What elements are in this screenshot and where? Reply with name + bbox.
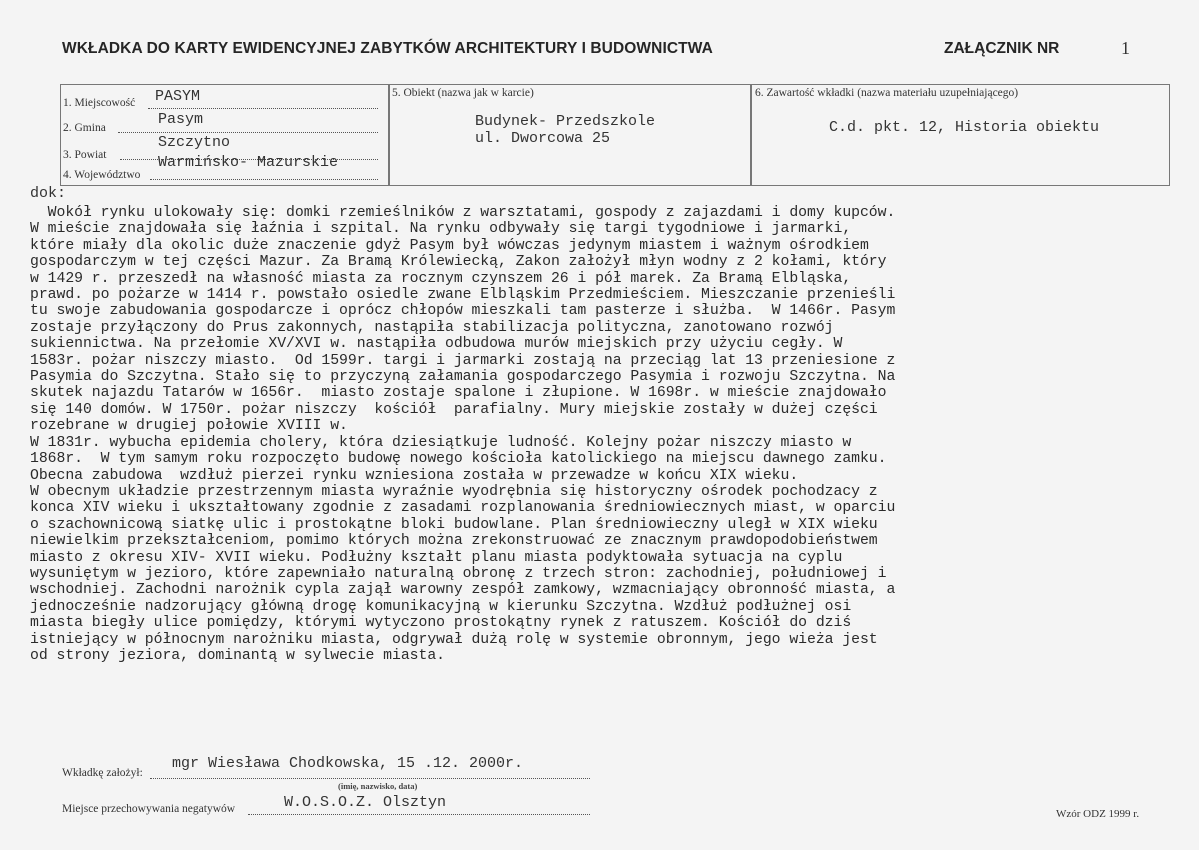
content-label: 6. Zawartość wkładki (nazwa materiału uzupełniającego) xyxy=(755,87,1019,99)
history-text xyxy=(30,205,1170,664)
content-value: C.d. pkt. 12, Historia obiektu xyxy=(829,119,1100,136)
field-line-wojewodztwo xyxy=(150,179,378,180)
field-value-miejscowosc: PASYM xyxy=(155,88,201,105)
history-line: skutek najazdu Tatarów w 1656r. miasto zostaje spalone i złupione. W 1698r. w mieście znajdowało xyxy=(30,385,887,402)
field-label-wojewodztwo: 4. Województwo xyxy=(63,169,141,181)
history-line: W 1831r. wybucha epidemia cholery, która dziesiątkuje ludność. Kolejny pożar niszczy miasto w xyxy=(30,434,852,451)
history-line: jednocześnie nadzorujący główną drogę komunikacyjną w kierunku Szczytna. Wzdłuż podłużnej osi xyxy=(30,598,852,615)
field-label-miejscowosc: 1. Miejscowość xyxy=(63,97,136,109)
history-line: w 1429 r. przeszedł na własność miasta za rocznym czynszem 26 i pół marek. Za Bramą Elbląska, xyxy=(30,270,852,287)
history-line: o szachownicową siatkę ulic i prostokątne bloki budowlane. Plan średniowieczny uległ w XIX wieku xyxy=(30,516,878,533)
history-line: istniejący w północnym narożniku miasta, odgrywał dużą rolę w systemie obronnym, jego wieża jest xyxy=(30,631,878,648)
field-value-wojewodztwo: Warmińsko- Mazurskie xyxy=(158,154,339,171)
history-line: 1583r. pożar niszczy miasto. Od 1599r. targi i jarmarki zostają na przeciąg lat 13 przeniesione z xyxy=(30,352,896,369)
history-line: Pasymia do Szczytna. Stało się to przyczyną załamania gospodarczego Pasymia i rozwoju Szczytna. Na xyxy=(30,369,896,386)
attachment-number: 1 xyxy=(1121,38,1130,58)
history-line: niewielkim przekształceniom, pomimo których można zrekonstruować ze znacznym prawdopodobieństwem xyxy=(30,533,878,550)
history-line: prawd. po pożarze w 1414 r. powstało osiedle zwane Elbląskim Przedmieściem. Mieszczanie przenieśli xyxy=(30,287,896,304)
history-line: konca XIV wieku i ukształtowany zgodnie z zasadami rozplanowania średniowiecznych miast, w oparciu xyxy=(30,500,896,517)
field-value-powiat: Szczytno xyxy=(158,134,231,151)
history-line: wschodniej. Zachodni narożnik cypla zajął warowny zespół zamkowy, wzmacniający obronność miasta, a xyxy=(30,582,896,599)
history-line: sukiennictwa. Na przełomie XV/XVI w. nastąpiła odbudowa murów miejskich przy użyciu cegły. W xyxy=(30,336,843,353)
author-value: mgr Wiesława Chodkowska, 15 .12. 2000r. xyxy=(172,755,524,772)
field-label-gmina: 2. Gmina xyxy=(63,122,106,134)
attachment-label: ZAŁĄCZNIK NR xyxy=(944,40,1060,57)
object-label: 5. Obiekt (nazwa jak w karcie) xyxy=(392,87,534,99)
history-line: od strony jeziora, dominantą w sylwecie miasta. xyxy=(30,647,445,664)
history-line: gospodarczym w tej części Mazur. Za Bramą Królewiecką, Zakon założył młyn wodny z 2 kołami, który xyxy=(30,254,887,271)
body-prefix: dok: xyxy=(30,185,67,202)
storage-value: W.O.S.O.Z. Olsztyn xyxy=(284,794,447,811)
field-line-miejscowosc xyxy=(148,108,378,109)
history-line: zostaje przyłączony do Prus zakonnych, nastąpiła stabilizacja polityczna, zanotowano rozwój xyxy=(30,319,834,336)
object-address: ul. Dworcowa 25 xyxy=(475,130,611,147)
storage-line xyxy=(248,814,590,815)
author-line xyxy=(150,778,590,779)
author-label: Wkładkę założył: xyxy=(62,767,143,779)
history-line: W mieście znajdowała się łaźnia i szpital. Na rynku odbywały się targi tygodniowe i jarmarki, xyxy=(30,221,852,238)
field-label-powiat: 3. Powiat xyxy=(63,149,107,161)
history-line: W obecnym układzie przestrzennym miasta wyraźnie wyodrębnia się historyczny ośrodek pochodzacy z xyxy=(30,483,878,500)
history-line: miasto z okresu XIV- XVII wieku. Podłużny kształt planu miasta podyktowała sytuacja na cyplu xyxy=(30,549,843,566)
storage-label: Miejsce przechowywania negatywów xyxy=(62,803,236,815)
history-line: wysuniętym w jezioro, które zapewniało naturalną obronę z trzech stron: zachodniej, południowej i xyxy=(30,565,887,582)
history-line: miasta biegły ulice pomiędzy, którymi wytyczono prostokątny rynek z ratuszem. Kościół do dziś xyxy=(30,615,852,632)
history-line: 1868r. W tym samym roku rozpoczęto budowę nowego kościoła katolickiego na miejscu dawnego zamku. xyxy=(30,451,887,468)
history-line: tu swoje zabudowania gospodarcze i oprócz chłopów mieszkali tam pasterze i służba. W 1466r. Pasym xyxy=(30,303,896,320)
history-line: Wokół rynku ulokowały się: domki rzemieślników z warsztatami, gospody z zajazdami i domy kupców. xyxy=(30,205,896,221)
history-line: które miały dla okolic duże znaczenie gdyż Pasym był wówczas jedynym miastem i ważnym ośrodkiem xyxy=(30,237,869,254)
author-hint: (imię, nazwisko, data) xyxy=(338,781,418,791)
history-line: Obecna zabudowa wzdłuż pierzei rynku wzniesiona została w przewadze w końcu XIX wieku. xyxy=(30,467,799,484)
form-code: Wzór ODZ 1999 r. xyxy=(1056,808,1140,820)
history-line: rozebrane w drugiej połowie XVIII w. xyxy=(30,418,348,435)
object-name: Budynek- Przedszkole xyxy=(475,113,656,130)
history-line: się 140 domów. W 1750r. pożar niszczy kościół parafialny. Mury miejskie zostały w dużej części xyxy=(30,401,878,418)
field-line-gmina xyxy=(118,132,378,133)
field-value-gmina: Pasym xyxy=(158,111,204,128)
form-title: WKŁADKA DO KARTY EWIDENCYJNEJ ZABYTKÓW ARCHITEKTURY I BUDOWNICTWA xyxy=(62,40,713,57)
